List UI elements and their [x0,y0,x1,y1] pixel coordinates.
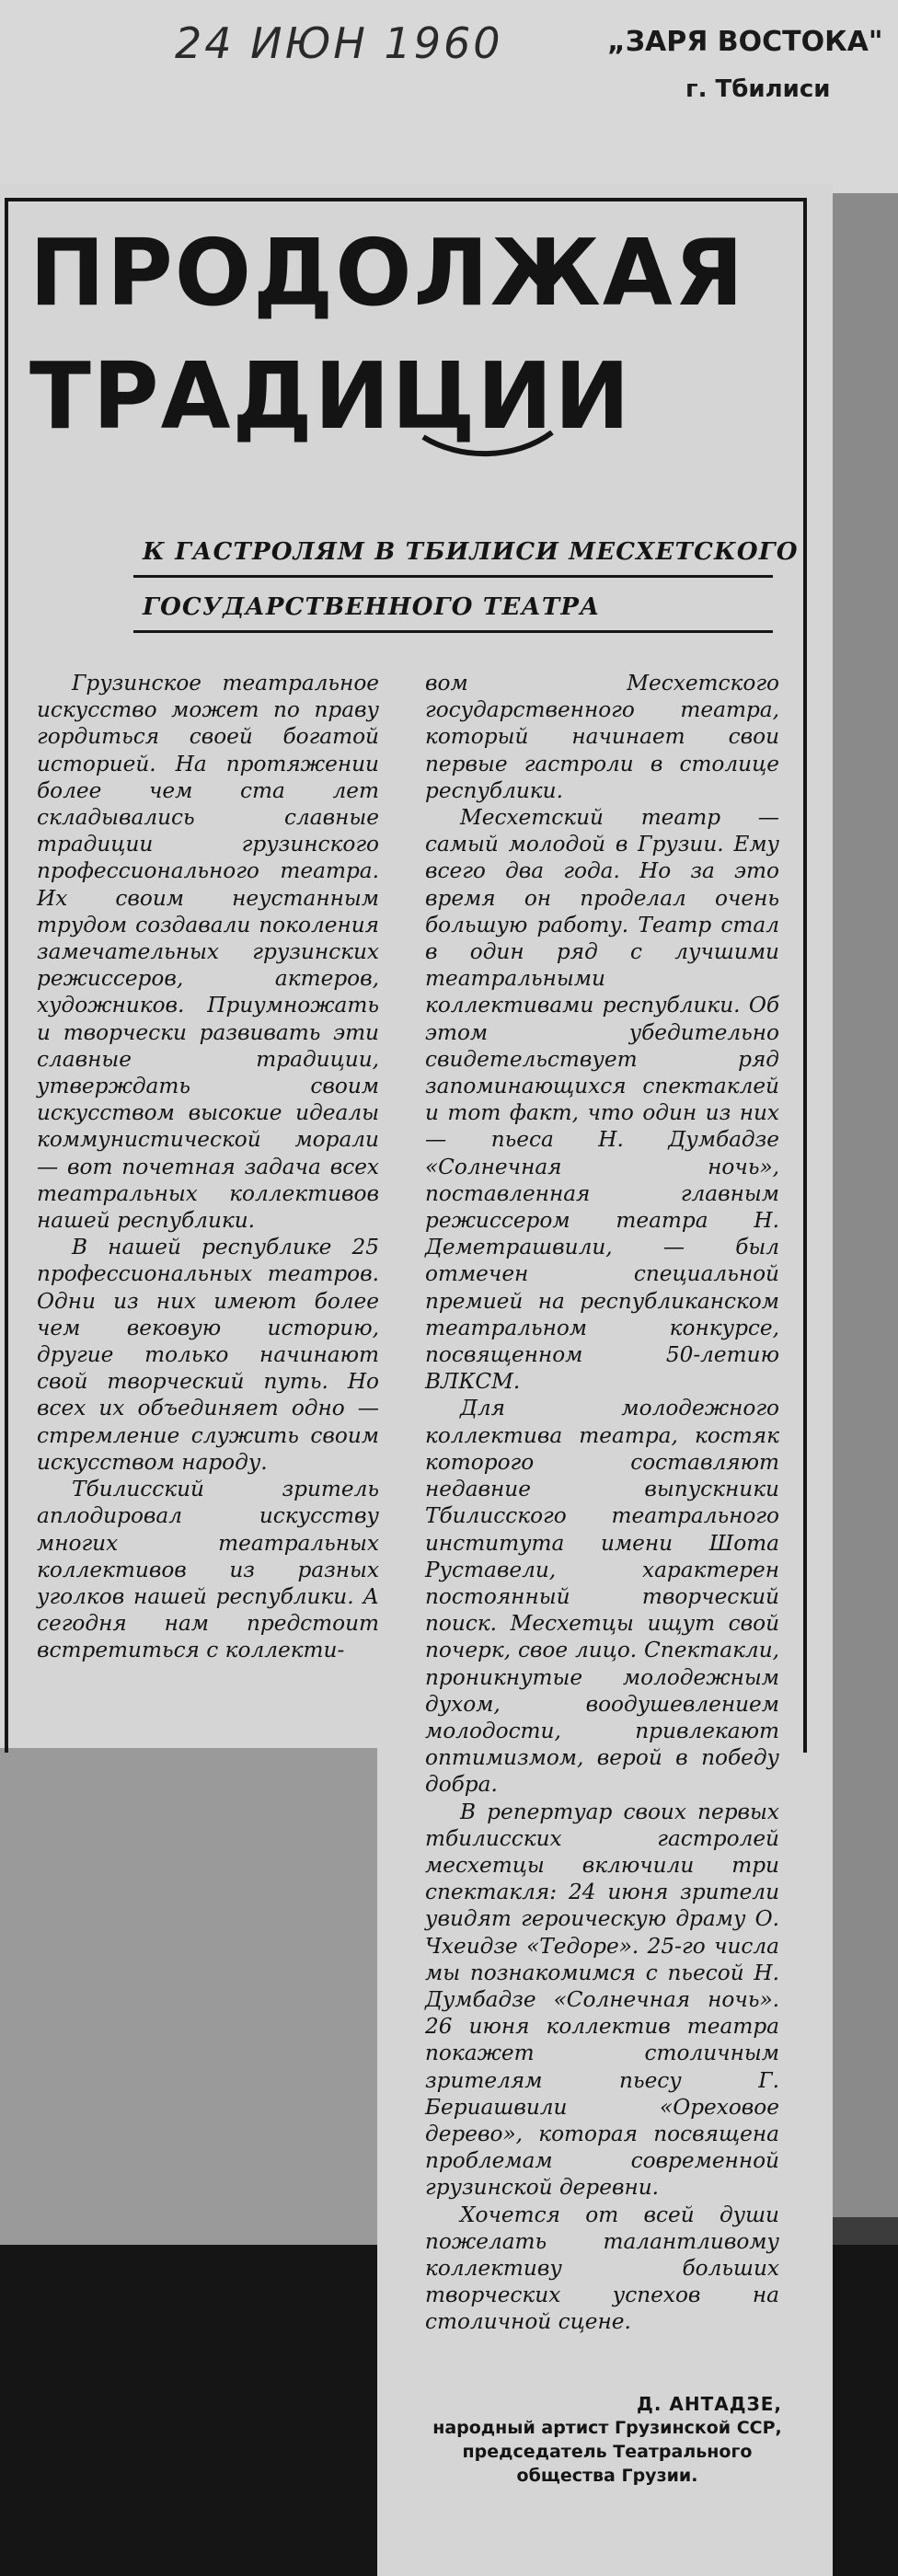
scan-background-left [0,1748,377,2245]
newspaper-city: г. Тбилиси [685,75,831,103]
subheadline-rule-1 [133,575,773,578]
author-title: народный артист Грузинской ССР, председатель Театрального общества Грузии. [432,2418,782,2486]
headline-line-2: ТРАДИЦИИ [29,342,632,450]
article-frame-right [803,198,807,1753]
headline-line-1: ПРОДОЛЖАЯ [29,219,746,327]
subheadline-line-1: К ГАСТРОЛЯМ В ТБИЛИСИ МЕСХЕТСКОГО [143,538,799,566]
paragraph: В нашей республике 25 профессиональных театров. Одни из них имеют более чем вековую историю, другие только начинают свой творческий путь. Но всех их объединяет одно — стремление служить своим искусством народу. [37,1235,379,1475]
article-frame-top [5,198,805,201]
paragraph: Месхетский театр — самый молодой в Грузии. Ему всего два года. Но за это время он проделал очень большую работу. Театр стал в один ряд с лучшими театральными коллективами республики. Об этом убедительно свидетельствует ряд запоминающихся спектаклей и тот факт, что один из них — пьеса Н. Думбадзе «Солнечная ночь», поставленная главным режиссером театра Н. Деметрашвили, — был отмечен специальной премией на республиканском театральном конкурсе, посвященном 50-летию ВЛКСМ. [425,805,779,1395]
subheadline-line-2: ГОСУДАРСТВЕННОГО ТЕАТРА [143,593,601,621]
paragraph: Для молодежного коллектива театра, костяк которого составляют недавние выпускники Тбилисского театрального института имени Шота Руставели, характерен постоянный творческий поиск. Месхетцы ищут свой почерк, свое лицо. Спектакли, проникнутые молодежным духом, воодушевлением молодости, привлекают оптимизмом, верой в победу добра. [425,1396,779,1798]
scan-background-right [828,193,898,2217]
paragraph: Хочется от всей души пожелать талантливому коллективу больших творческих успехов на столичной сцене. [425,2202,779,2335]
article-column-right [425,670,779,2336]
paragraph: Тбилисский зритель аплодировал искусству многих театральных коллективов из разных уголков нашей республики. А сегодня нам предстоит встретиться с коллекти- [37,1477,379,1663]
date-stamp: 24 ИЮН 1960 [175,18,503,68]
article-frame-left [5,198,8,1753]
subheadline-rule-2 [133,630,773,633]
author-name: Д. АНТАДЗЕ, [637,2393,782,2415]
paragraph: Грузинское театральное искусство может по праву гордиться своей богатой историей. На протяжении более чем ста лет складывались славные традиции грузинского профессионального театра. Их своим неустанным трудом создавали поколения замечательных грузинских режиссеров, актеров, художников. Приумножать и творчески развивать эти славные традиции, утверждать своим искусством высокие идеалы коммунистической морали — вот почетная задача всех театральных коллективов нашей республики. [37,671,379,1234]
author-signature [432,2392,782,2488]
paragraph: вом Месхетского государственного театра, который начинает свои первые гастроли в столице республики. [425,671,779,803]
paragraph: В репертуар своих первых тбилисских гастролей месхетцы включили три спектакля: 24 июня зрители увидят героическую драму О. Чхеидзе «Тедоре». 25-го числа мы познакомимся с пьесой Н. Думбадзе «Солнечная ночь». 26 июня коллектив театра покажет столичным зрителям пьесу Г. Бериашвили «Ореховое дерево», которая посвящена проблемам современной грузинской деревни. [425,1799,779,2201]
article-column-left [37,670,379,1664]
newspaper-name: „ЗАРЯ ВОСТОКА" [607,26,883,58]
headline-swash-ornament [414,386,561,460]
